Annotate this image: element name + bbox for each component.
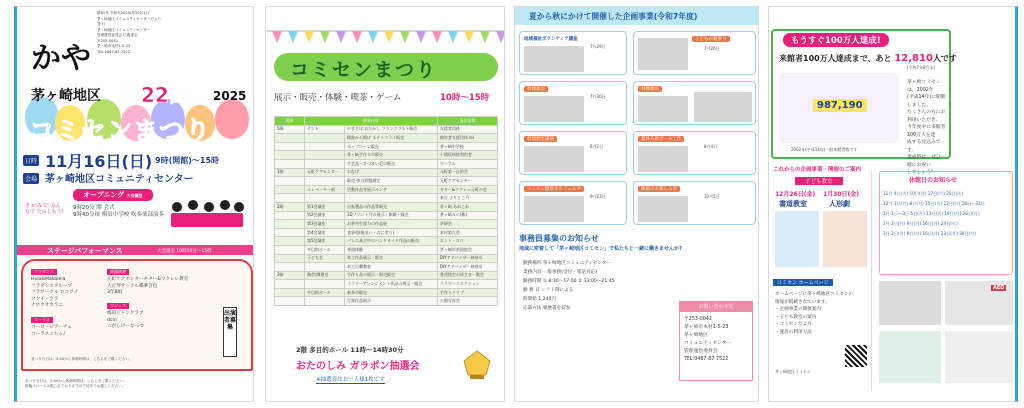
- table-row: 写真作品展示 公園写真会: [275, 297, 498, 306]
- district-name: 茅ヶ崎地区: [31, 88, 101, 104]
- festival-time: 9時(開館)～15時: [155, 156, 220, 165]
- event-illustration: [775, 211, 819, 267]
- newsletter-logo: かや: [31, 41, 91, 76]
- activity-photo: [524, 196, 584, 222]
- cover-footnotes: まつり当日は、9:00から休館時間は、こちらをご覧ください。 駐輪スペースは限られておりますので徒歩でお越しください。: [25, 379, 127, 388]
- lottery-time: 2階 多目的ホール 11時～14時30分: [296, 346, 404, 354]
- aed-label: AED: [993, 285, 1005, 291]
- table-row: 第4会議室 食事処(焼まい・おにぎり) 本村第九会: [275, 228, 498, 237]
- activity-photo: [638, 38, 688, 70]
- festival-year: 2025: [213, 89, 247, 103]
- header-place: 場所: [275, 117, 305, 126]
- lottery-title: おたのしみ ガラポン抽選会: [296, 361, 420, 372]
- activity-card: 子どもの夏祭り 7月26日: [633, 31, 756, 75]
- notice-photo: [945, 331, 1013, 383]
- festival-title: コミセンまつり: [29, 116, 212, 145]
- activity-card: 料理教室講座 8月2日: [519, 131, 627, 175]
- schedule-table: [274, 116, 498, 306]
- milestone-banner: もうすぐ100万人達成!: [783, 33, 889, 47]
- lottery-note: ※抽選券はお一人様1枚です: [316, 377, 385, 383]
- table-row: ポップコーン販売 茅ヶ崎中学校: [275, 142, 498, 151]
- balloon-icon: [215, 99, 249, 139]
- activity-photo: [638, 96, 688, 122]
- table-row: 2階 第1会議室 自家製品の作品等販売 茅ヶ崎 あれこれ: [275, 202, 498, 211]
- notice-photo: [879, 331, 941, 383]
- table-row: フラワーアレンジメント作品の展示・販売 フラワーコネクション: [275, 280, 498, 289]
- opening-title: オープニング 大会議室: [73, 189, 153, 201]
- event2-date: 1月30日(金): [823, 191, 860, 198]
- activity-photo: [524, 96, 584, 122]
- table-row: 茅ヶ崎手作り市販売 十間坂病院利用者: [275, 151, 498, 160]
- header-group: 出店団体: [437, 117, 497, 126]
- recruit-title: 事務員募集のお知らせ: [519, 234, 599, 243]
- stage-curtain: フラダンス Hula&Makaleia フラダンスグループ フラサークル ロコワイ ククイ・ララ ナホクオカラニ コーラス コーロ・ピアーチェ コーラスこちゃ♪ 楽器演奏 元町ケアセンターギター&ウクレレ教室 大正琴サークル蝶華音色 3年B組 マジック 梅田ジャンクラブ dcm こがしけーなっつ まつり当日は、9:00から休館時間は、こちらをご覧ください。: [21, 259, 253, 371]
- table-row: 精進から揚げ ポテトフライ販売 障害者支援団体 lol: [275, 134, 498, 143]
- issue-info: 第61号 令和7(2025)年10月1日 茅ヶ崎地区コミュニティセンターだより 発 行 茅ヶ崎地区コミュニティセンター 管理運営委員会 広報部会 〒253-0042 茅ヶ崎市本村1-5-23 TEL 0467-87-7522: [97, 11, 162, 54]
- lottery-machine-illustration: [462, 349, 492, 381]
- edition-number: 第22回: [121, 83, 189, 107]
- table-row: 販売 体力形態測定 元町ケアセンター: [275, 177, 498, 186]
- schedule-hours: 10時～15時: [440, 93, 490, 103]
- event1-date: 12月26日(金): [775, 191, 816, 198]
- opening-details: 9時20分 開 会式 9時40分頃 梅田中学校 吹奏楽部演奏: [73, 205, 164, 218]
- event-illustration: [823, 211, 867, 267]
- band-illustration: [167, 193, 247, 233]
- activities-panel: [514, 6, 759, 402]
- recruit-subtitle: 地域に密着して「茅ヶ崎地区コミセン」で私たちと一緒に働きませんか?: [519, 246, 682, 252]
- building-photo: [879, 281, 941, 325]
- festival-venue: 茅ヶ崎地区コミュニティセンター: [45, 174, 194, 185]
- visitors-line: 来館者100万人達成まで、あと 12,810人です: [779, 53, 957, 64]
- activity-photo: [638, 196, 688, 222]
- table-row: 子ども室 木工作品展示・販売 DIYアドバイザー神奈川: [275, 254, 498, 263]
- divider: [871, 171, 872, 391]
- opening-slogan: さぁ!みて! みんなで たのしもう!: [25, 203, 64, 215]
- activity-photo: [694, 92, 752, 122]
- table-row: 3階 陶芸/調理室 手作り品の展示・即売販売 書道協会の皆さま・教会: [275, 271, 498, 280]
- activity-card: 料理教室: [633, 81, 756, 125]
- closed-days-list: 11月 4日(火) 10日(月) 17日(月) 25日(火) 12月 1日(月) 8日(月) 15日(月) 22日(月) 28日～31日 1月 1日～3日 5日(月) 13日(火) 19日(月) 26日(月) 2月 2日(月) 9日(月) 16日(月) 24日(火) 3月 2日(月) 9日(月) 16日(月) 23日(月) 30日(月): [883, 191, 985, 236]
- table-row: 木工日曜教室 DIYアドバイザー神奈川: [275, 263, 498, 272]
- activity-photo: [638, 146, 688, 172]
- table-row: 第5会議室 バレエ具合中のハンドメイド作品の販売 ロント・ロウ: [275, 237, 498, 246]
- homepage-details: ホームページに茅ヶ崎地区コミセンの 情報が掲載されています。 ・企画事業の開催案内 ・子ども教室の案内 ・コミセンだより ・施設の利用方法: [775, 292, 854, 335]
- event2-name: 人形劇: [829, 200, 850, 208]
- plan-title: これからの企画事業・開催のご案内: [773, 167, 862, 173]
- qr-code[interactable]: [845, 345, 867, 367]
- table-row: 第3会議室 お茶丹生協力の作品展 茅研会: [275, 220, 498, 229]
- activity-card: 夏休み段ボール工作 8月4日: [633, 131, 756, 175]
- bunting-decoration: [266, 29, 505, 47]
- stage-banner: ステージパフォーマンス 大会議室 10時10分～15時: [17, 245, 254, 255]
- festival-date: 11月16日(日): [45, 152, 153, 171]
- header-content: 催事内容: [305, 117, 438, 126]
- homepage-title: コミセン ホームページ: [773, 279, 833, 286]
- contact-box: お問い合わせ先 〒253-0042 茅ヶ崎市本村1-5-23 茅ヶ崎地区 コミュニティセンター 管理運営委員会 TEL:0467-87-7522: [679, 301, 753, 381]
- activity-card: 料理教室 7月30日: [519, 81, 627, 125]
- schedule-subtitle: 展示・販売・体験・喫茶・ゲーム: [274, 93, 402, 103]
- performers-sign: 出演者募集: [223, 307, 237, 357]
- event1-name: 書道教室: [779, 200, 807, 208]
- visitor-counter-sign: 987,190: [813, 99, 867, 112]
- activities-title: 夏から秋にかけて開催した企画事業(令和7年度): [529, 12, 698, 21]
- festival-schedule-panel: [265, 6, 505, 402]
- activity-photo: [524, 46, 584, 72]
- activity-card: 映画のお楽しみ会 10月5日: [633, 181, 756, 225]
- sns-caption: 茅ヶ崎地区コミセン: [775, 369, 811, 374]
- table-row: 5階 テント やきそば おだかし フランクフルト販売 支援者団体: [275, 125, 498, 134]
- table-row: 多目的ホール 新茶市販売 手作りクラブ: [275, 288, 498, 297]
- kids-title: 子ども教室: [795, 177, 843, 185]
- milestone-body: 茅ヶ崎コミセンは、2002年 (平成14年)に開館しました。 たくさんの方にお利用いただき、 今年度中に来館者100万人を達 成する見込みです。 達成時は、ぜひ一緒にお祝い しましょう!: [907, 80, 946, 175]
- table-row: 1階 元町ケアセンター わなげ 元町第一自治会: [275, 168, 498, 177]
- schedule-title: コミセンまつり: [290, 59, 438, 81]
- table-row: エレベーター前 活動作品等展示ルンサ ギター&ウクレレ元町の会: [275, 185, 498, 194]
- festival-cover-panel: [14, 6, 254, 402]
- activity-card: 地域福祉ボランティア講座 7月29日: [519, 31, 627, 75]
- closed-title: 休館日のお知らせ: [909, 177, 957, 184]
- activity-card: コミセン健康まちフェスタ 9月23日: [519, 181, 627, 225]
- table-row: 第2会議室 3Dプリント月の展示・体験・販売 茅ヶ崎ＡＣ(株): [275, 211, 498, 220]
- table-row: 手芸品・さつまい毛の販売 ワーウル: [275, 159, 498, 168]
- venue-label: 会場: [23, 173, 39, 184]
- activity-photo: [524, 146, 584, 172]
- news-panel: [768, 6, 1018, 402]
- visitors-note: (令和7年8月末): [907, 65, 936, 70]
- date-label: 日時: [23, 155, 39, 166]
- photo-caption: 2002年(平成14年)一般来館者数です: [791, 147, 858, 152]
- table-row: 多目的ホール 茶道体験 茅ヶ崎市茶道協会: [275, 245, 498, 254]
- table-row: 本日 よりとこ乃: [275, 194, 498, 203]
- recruit-details: 勤務場所 茅ヶ崎地区コミュニティセンター 業務内容 一般事務(受付・電話対応) 勤務時間 ① 8:30～17:00 ② 13:00～21:45 勤 務 日 シフト制による 時間給 1,240円 応募方法 履歴書を持参: [523, 261, 615, 311]
